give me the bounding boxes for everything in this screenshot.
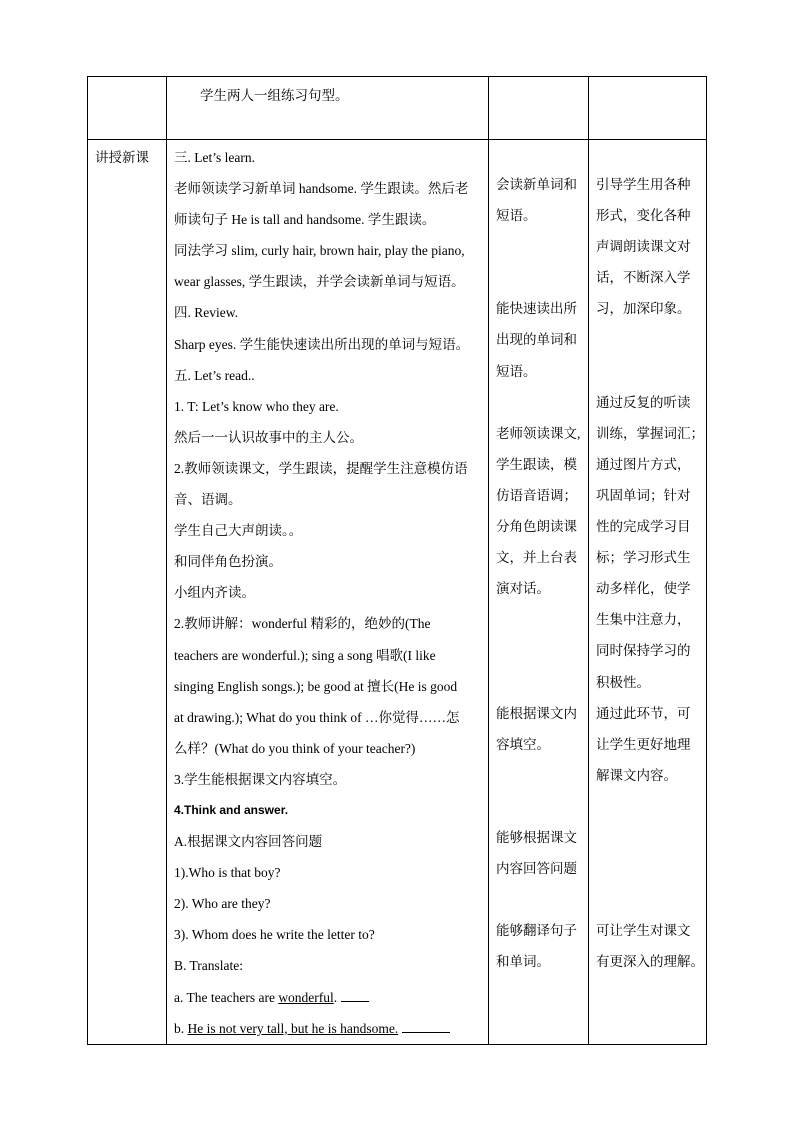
student-line <box>496 387 588 418</box>
purpose-line: 话，不断深入学 <box>596 270 691 286</box>
student-line <box>496 262 588 293</box>
content-line: 1).Who is that boy? <box>174 865 281 881</box>
stage-cell <box>95 142 165 173</box>
table-border-left <box>87 76 88 1045</box>
student-line: 文，并上台表 <box>496 550 577 566</box>
stage-label: 讲授新课 <box>95 150 149 165</box>
student-line: 和单词。 <box>496 954 550 970</box>
student-line <box>496 635 588 666</box>
student-line: 短语。 <box>496 363 537 379</box>
purpose-line <box>596 884 704 915</box>
content-cell <box>174 142 486 1044</box>
purpose-line: 性的完成学习目 <box>596 519 691 535</box>
think-answer-heading: 4.Think and answer. <box>174 802 289 817</box>
student-line <box>496 791 588 822</box>
translate-item-b: b. He is not very tall, but he is handsome. <box>174 1013 486 1044</box>
content-line: 2). Who are they? <box>174 896 271 912</box>
student-line <box>496 604 588 635</box>
purpose-line: 生集中注意力， <box>596 612 691 628</box>
answer-blank <box>402 1018 450 1033</box>
content-line: teachers are wonderful.); sing a song 唱歌(I like <box>174 647 436 663</box>
purpose-line <box>596 324 704 355</box>
student-line: 短语。 <box>496 208 537 224</box>
content-line: A.根据课文内容回答问题 <box>174 834 323 850</box>
purpose-line: 同时保持学习的 <box>596 643 691 659</box>
student-line: 能够根据课文 <box>496 829 577 845</box>
student-line: 出现的单词和 <box>496 332 577 348</box>
content-line: 3.学生能根据课文内容填空。 <box>174 771 347 787</box>
content-line: 三. Let’s learn. <box>174 150 255 165</box>
student-line: 会读新单词和 <box>496 177 577 192</box>
content-line: 同法学习 slim, curly hair, brown hair, play the piano, <box>174 243 465 259</box>
purpose-line <box>596 356 704 387</box>
content-line: 师读句子 He is tall and handsome. 学生跟读。 <box>174 212 436 228</box>
student-line <box>496 231 588 262</box>
content-line: wear glasses, 学生跟读，并学会读新单词与短语。 <box>174 274 465 290</box>
table-border-top <box>87 76 707 77</box>
purpose-line: 通过图片方式， <box>596 456 691 472</box>
student-activity-cell <box>496 169 588 977</box>
content-line: 音、语调。 <box>174 492 242 508</box>
content-line: 和同伴角色扮演。 <box>174 554 282 570</box>
purpose-line <box>596 853 704 884</box>
student-line: 分角色朗读课 <box>496 519 577 535</box>
purpose-line <box>596 822 704 853</box>
content-line: 四. Review. <box>174 305 238 321</box>
purpose-line: 动多样化，使学 <box>596 581 691 597</box>
student-line: 仿语音语调； <box>496 487 577 503</box>
student-line: 容填空。 <box>496 736 550 752</box>
student-line: 演对话。 <box>496 581 550 597</box>
purpose-line: 让学生更好地理 <box>596 736 691 752</box>
content-line: 2.教师领读课文，学生跟读，提醒学生注意模仿语 <box>174 460 468 476</box>
content-line: at drawing.); What do you think of …你觉得……怎 <box>174 709 460 725</box>
purpose-line: 有更深入的理解。 <box>596 954 704 970</box>
content-line: 1. T: Let’s know who they are. <box>174 398 339 414</box>
purpose-line: 解课文内容。 <box>596 767 677 783</box>
student-line <box>496 667 588 698</box>
content-line: 小组内齐读。 <box>174 585 255 601</box>
purpose-line: 通过反复的听读 <box>596 394 691 410</box>
content-line: singing English songs.); be good at 擅长(He is good <box>174 678 458 694</box>
content-line: 学生自己大声朗读。。 <box>174 523 303 539</box>
purpose-line: 可让学生对课文 <box>596 923 691 939</box>
translate-item-a: a. The teachers are wonderful. <box>174 982 486 1013</box>
content-line: B. Translate: <box>174 958 244 974</box>
student-line: 学生跟读，模 <box>496 456 577 472</box>
content-line: 老师领读学习新单词 handsome. 学生跟读。然后老 <box>174 181 469 197</box>
content-line: 3). Whom does he write the letter to? <box>174 927 375 943</box>
purpose-line: 通过此环节，可 <box>596 705 691 721</box>
underlined-word: wonderful <box>278 989 334 1005</box>
student-line: 内容回答问题 <box>496 861 577 877</box>
purpose-line: 声调朗读课文对 <box>596 239 691 255</box>
student-line <box>496 760 588 791</box>
lesson-table <box>87 76 707 1045</box>
student-line <box>496 884 588 915</box>
student-line: 能够翻译句子 <box>496 923 577 939</box>
purpose-line: 积极性。 <box>596 674 650 690</box>
row1-text: 学生两人一组练习句型。 <box>200 88 349 103</box>
content-line: 么样？(What do you think of your teacher?) <box>174 740 416 756</box>
purpose-line: 习，加深印象。 <box>596 301 691 317</box>
column-divider-3 <box>588 76 589 1045</box>
content-line: 2.教师讲解：wonderful 精彩的，绝妙的(The <box>174 616 431 632</box>
student-line: 能根据课文内 <box>496 705 577 721</box>
table-border-right <box>706 76 707 1045</box>
column-divider-2 <box>488 76 489 1045</box>
purpose-line: 巩固单词；针对 <box>596 487 691 503</box>
table-border-bottom <box>87 1044 707 1045</box>
purpose-line: 形式，变化各种 <box>596 208 691 224</box>
column-divider-1 <box>166 76 167 1045</box>
content-line: 然后一一认识故事中的主人公。 <box>174 429 363 445</box>
purpose-cell <box>596 169 704 977</box>
purpose-line <box>596 791 704 822</box>
purpose-line: 训练，掌握词汇； <box>596 425 704 441</box>
answer-blank <box>341 987 369 1002</box>
underlined-sentence: He is not very tall, but he is handsome. <box>187 1020 399 1036</box>
student-line: 能快速读出所 <box>496 301 577 317</box>
row1-content <box>200 80 349 111</box>
row-divider <box>87 139 707 140</box>
content-line: 五. Let’s read.. <box>174 367 255 383</box>
student-line: 老师领读课文, <box>496 425 581 441</box>
purpose-line: 标；学习形式生 <box>596 550 691 566</box>
content-line: Sharp eyes. 学生能快速读出所出现的单词与短语。 <box>174 336 470 352</box>
purpose-line: 引导学生用各种 <box>596 177 691 192</box>
